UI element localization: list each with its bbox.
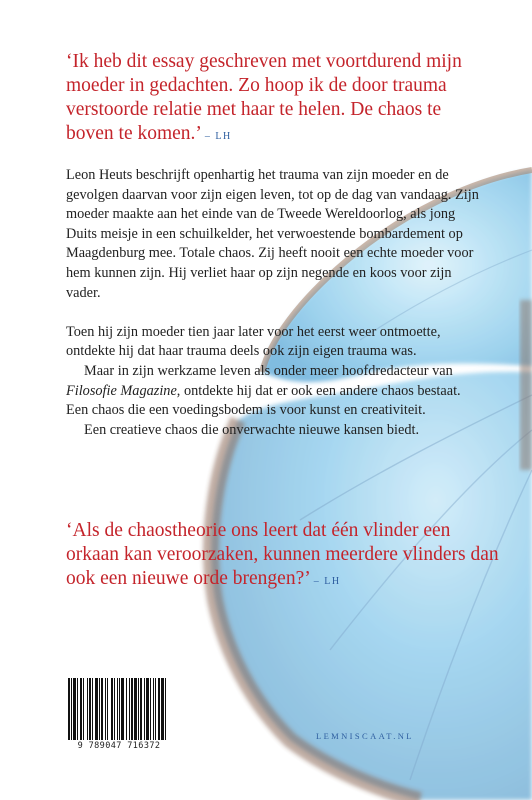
barcode-bar [87,678,88,740]
barcode-bar [77,678,78,740]
paragraph-3-end: , ontdekte hij dat er ook een andere chaos bestaat. Een chaos die een voedingsbodem is voor kunst en creativiteit. [66,382,461,419]
barcode-bar [158,678,160,740]
barcode-bar [71,678,72,740]
barcode-bar [99,678,100,740]
barcode-bar [144,678,145,740]
barcode-bar [111,678,113,740]
barcode-bar [126,678,127,740]
barcode-bar [101,678,103,740]
barcode-bar [117,678,118,740]
barcode-bar [89,678,91,740]
barcode-bar [146,678,149,740]
barcode-bar [129,678,130,740]
paragraph-2: Toen hij zijn moeder tien jaar later voor het eerst weer ontmoette, ontdekte hij dat haar trauma deels ook zijn eigen trauma was. [66,323,441,360]
barcode-bar [134,678,137,740]
barcode-bar [140,678,142,740]
paragraph-3 [66,362,486,421]
publisher-url: LEMNISCAAT.NL [316,731,414,741]
barcode-bar [95,678,98,740]
top-quote-text: ‘Ik heb dit essay geschreven met voortdurend mijn moeder in gedachten. Zo hoop ik de door trauma verstoorde relatie met haar te helen. De chaos te boven te komen.’ [66,51,462,144]
bottom-quote-text: ‘Als de chaostheorie ons leert dat één vlinder een orkaan kan veroorzaken, kunnen meerdere vlinders dan ook een nieuwe orde brengen?’ [66,520,499,589]
paragraph-3-start: Maar in zijn werkzame leven als onder meer hoofdredacteur van [84,362,453,379]
barcode-bar [107,678,108,740]
barcode [62,678,176,756]
barcode-bar [92,678,93,740]
barcode-bars [68,678,170,740]
bottom-quote-attribution: – LH [313,576,341,587]
barcode-bar [105,678,106,740]
isbn-number: 9 789047 716372 [77,741,161,751]
barcode-bar [119,678,120,740]
description-text [66,166,486,440]
barcode-bar [138,678,139,740]
barcode-bar [68,678,70,740]
barcode-bar [161,678,164,740]
barcode-bar [153,678,154,740]
bottom-quote [66,519,506,594]
barcode-bar [150,678,151,740]
paragraph-4: Een creatieve chaos die onverwachte nieuwe kansen biedt. [84,421,420,438]
barcode-bar [80,678,82,740]
barcode-bar [73,678,76,740]
top-quote-attribution: – LH [204,131,232,142]
barcode-bar [83,678,84,740]
barcode-bar [121,678,124,740]
barcode-bar [155,678,156,740]
barcode-bar [114,678,115,740]
barcode-bar [131,678,133,740]
barcode-bar [165,678,166,740]
top-quote [66,50,486,149]
magazine-title: Filosofie Magazine [66,382,177,399]
paragraph-1: Leon Heuts beschrijft openhartig het trauma van zijn moeder en de gevolgen daarvan voor zijn eigen leven, tot op de dag van vandaag. Zijn moeder maakte aan het einde van de Tweede Wereldoorlog, als jong Duits meisje in een schuilkelder, het verwoestende bombardement op Maagdenburg mee. Totale chaos. Zij heeft nooit een echte moeder voor hem kunnen zijn. Hij verliet haar op zijn negende en koos voor zijn vader. [66,167,479,301]
